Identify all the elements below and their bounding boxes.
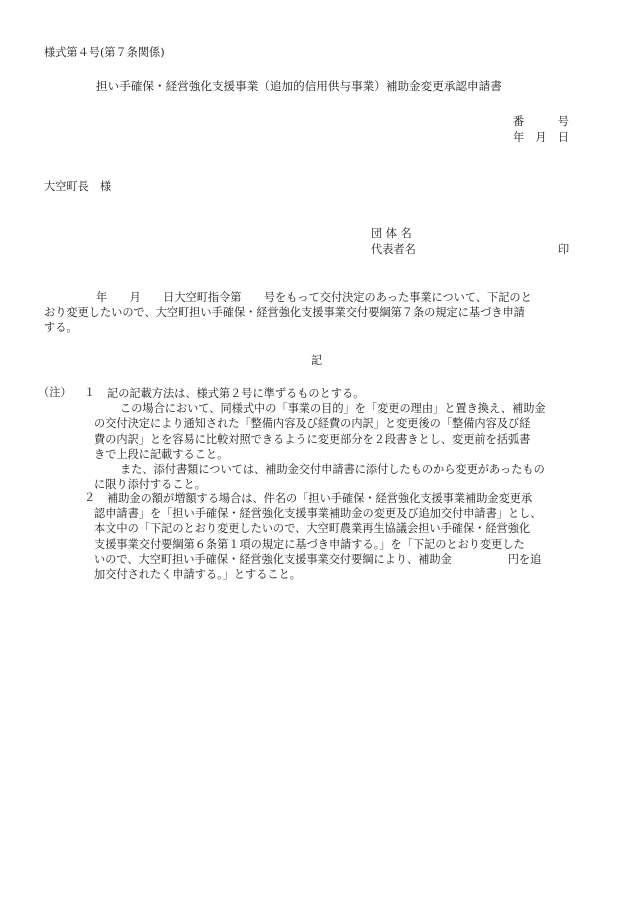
body-line: 年 月 日大空町指令第 号をもって交付決定のあった事業について、下記のと xyxy=(96,291,532,304)
body-line: する。 xyxy=(44,321,78,335)
reference-number-label: 番 号 xyxy=(513,115,569,128)
note-line: に限り添付すること。 xyxy=(94,478,206,492)
note-item-2 xyxy=(94,491,594,582)
addressee: 大空町長 様 xyxy=(44,180,112,193)
note-number: １ xyxy=(84,386,96,399)
note-line: 支援事業交付要綱第６条第１項の規定に基づき申請する。」を「下記のとおり変更した xyxy=(94,537,525,551)
note-line: 本文中の「下記のとおり変更したいので、大空町農業再生協議会担い手確保・経営強化 xyxy=(94,522,531,536)
ki-heading: 記 xyxy=(311,354,323,367)
form-number: 様式第４号(第７条関係) xyxy=(44,46,165,59)
document-title: 担い手確保・経営強化支援事業（追加的信用供与事業）補助金変更承認申請書 xyxy=(96,79,502,93)
org-name-label: 団 体 名 xyxy=(371,227,412,240)
note-line: 補助金の額が増額する場合は、件名の「担い手確保・経営強化支援事業補助金変更承 xyxy=(107,492,533,505)
reference-date-label: 年 月 日 xyxy=(513,131,569,144)
note-line: この場合において、同様式中の「事業の目的」を「変更の理由」と置き換え、補助金 xyxy=(120,402,546,416)
body-paragraph xyxy=(44,290,594,336)
representative-label: 代表者名 xyxy=(371,243,416,256)
note-line: 記の記載方法は、様式第２号に準ずるものとする。 xyxy=(107,387,365,400)
body-line: おり変更したいので、大空町担い手確保・経営強化支援事業交付要綱第７条の規定に基づき申請 xyxy=(44,306,525,320)
seal-mark: 印 xyxy=(558,243,570,256)
notes-label: （注） xyxy=(38,386,72,399)
note-line: 認申請書」を「担い手確保・経営強化支援事業補助金の変更及び追加交付申請書」とし、 xyxy=(94,507,542,521)
note-line: きで上段に記載すること。 xyxy=(94,447,229,461)
note-number: ２ xyxy=(84,491,96,504)
note-line: 費の内訳」とを容易に比較対照できるように変更部分を２段書きとし、変更前を括弧書 xyxy=(94,432,531,446)
note-line: いので、大空町担い手確保・経営強化支援事業交付要綱により、補助金 円を追 xyxy=(94,552,542,566)
note-line: 加交付されたく申請する。」とすること。 xyxy=(94,567,301,581)
note-line: の交付決定により通知された「整備内容及び経費の内訳」と変更後の「整備内容及び経 xyxy=(94,417,531,431)
note-line: また、添付書類については、補助金交付申請書に添付したものから変更があったもの xyxy=(120,462,545,476)
note-item-1 xyxy=(94,386,597,492)
